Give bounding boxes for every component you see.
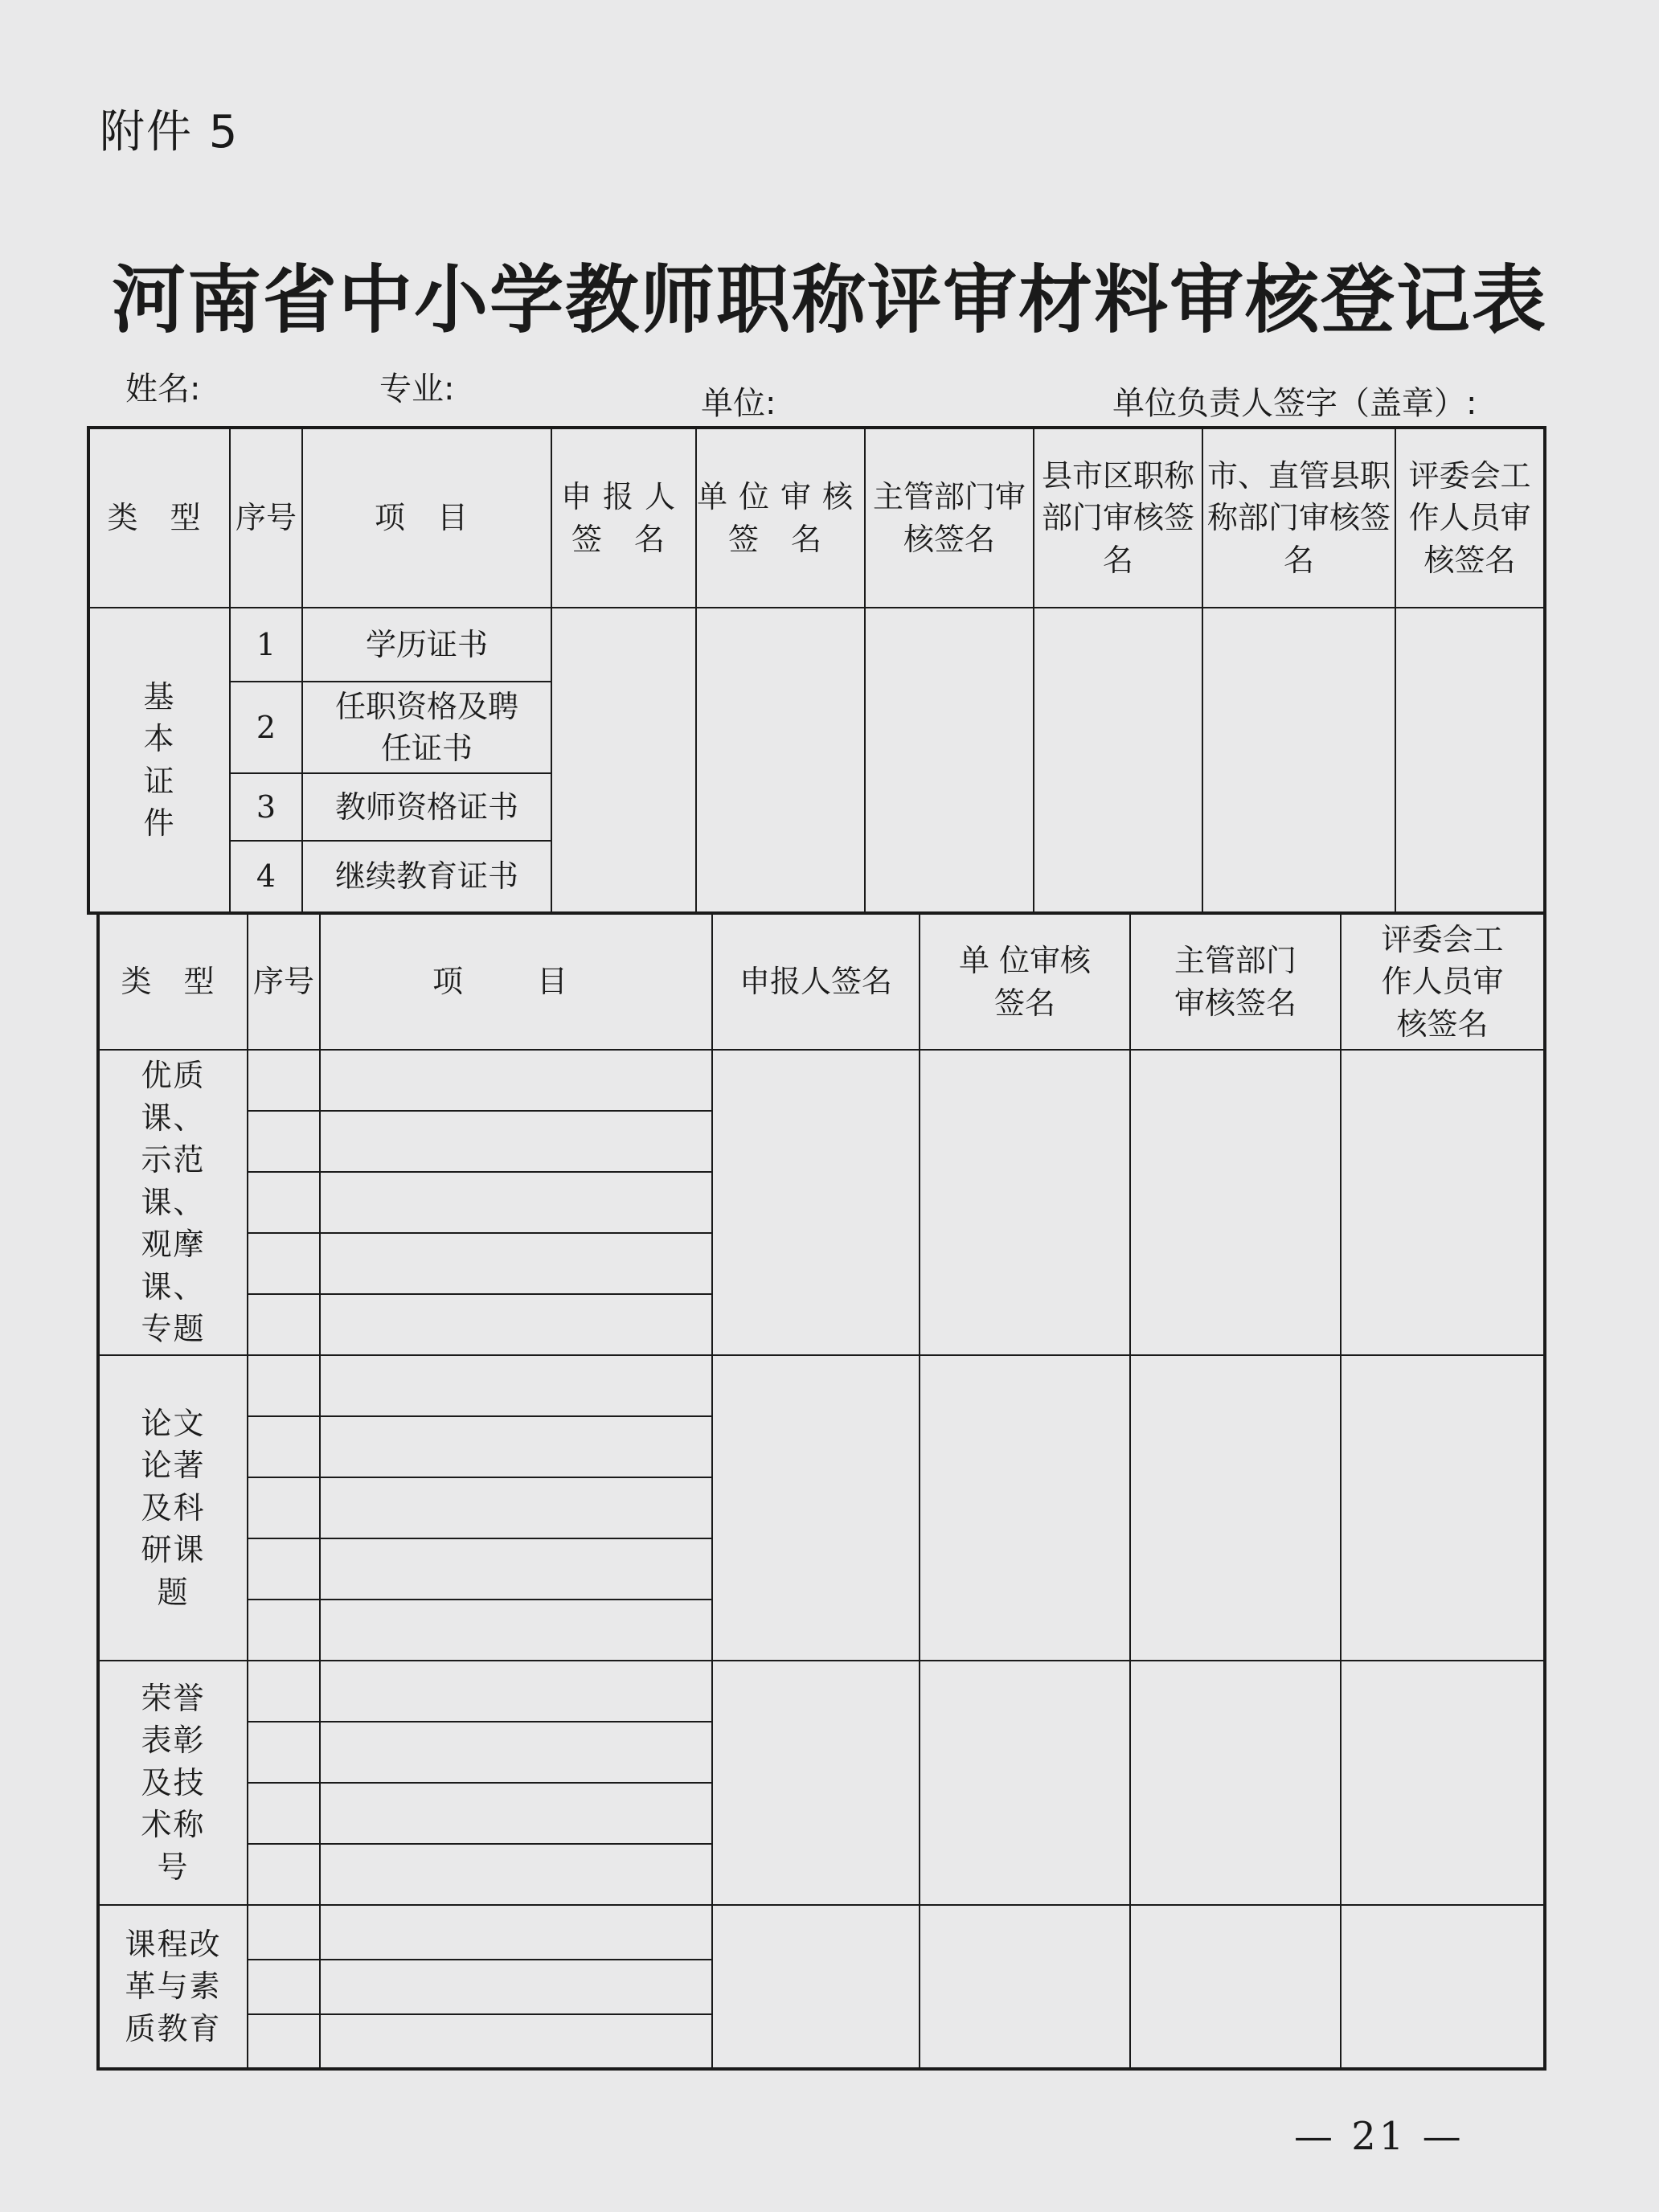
- header-city-review: 市、直管县职称部门审核签名: [1202, 428, 1395, 608]
- basic-certificates-table: [87, 426, 1546, 915]
- header-committee-review: 评委会工作人员审核签名: [1341, 913, 1545, 1050]
- city-review-cell[interactable]: [1202, 608, 1395, 913]
- dept-review-cell[interactable]: [1130, 1661, 1341, 1905]
- row-item[interactable]: [320, 1294, 712, 1355]
- row-seq: 4: [230, 841, 302, 913]
- row-item[interactable]: [320, 1233, 712, 1294]
- header-item: 项 目: [320, 913, 712, 1050]
- row-seq[interactable]: [248, 1960, 320, 2014]
- header-type: 类 型: [88, 428, 230, 608]
- committee-review-cell[interactable]: [1395, 608, 1545, 913]
- committee-review-cell[interactable]: [1341, 1661, 1545, 1905]
- group-basic-certificates: 基本证件: [88, 608, 230, 913]
- unit-review-cell[interactable]: [920, 1905, 1130, 2069]
- attachment-label: 附件 5: [100, 106, 240, 158]
- row-item[interactable]: [320, 1111, 712, 1172]
- major-field-label: 专业:: [379, 371, 455, 408]
- header-unit-review: 单位审核签 名: [696, 428, 865, 608]
- row-seq[interactable]: [248, 1416, 320, 1477]
- committee-review-cell[interactable]: [1341, 1355, 1545, 1661]
- row-item: 继续教育证书: [302, 841, 551, 913]
- unit-review-cell[interactable]: [696, 608, 865, 913]
- header-item: 项 目: [302, 428, 551, 608]
- applicant-signature-cell[interactable]: [712, 1050, 920, 1355]
- row-item: 教师资格证书: [302, 773, 551, 841]
- row-seq[interactable]: [248, 1233, 320, 1294]
- row-item[interactable]: [320, 1477, 712, 1538]
- header-committee-review: 评委会工作人员审核签名: [1395, 428, 1545, 608]
- row-seq[interactable]: [248, 1905, 320, 1960]
- achievements-table: [96, 911, 1546, 2071]
- header-dept-review: 主管部门审核签名: [865, 428, 1034, 608]
- applicant-signature-cell[interactable]: [712, 1905, 920, 2069]
- header-seq: 序号: [248, 913, 320, 1050]
- row-seq[interactable]: [248, 1783, 320, 1844]
- row-seq[interactable]: [248, 1538, 320, 1600]
- header-dept-review: 主管部门审核签名: [1130, 913, 1341, 1050]
- header-applicant-signature: 申报人签名: [712, 913, 920, 1050]
- row-item: 任职资格及聘任证书: [302, 682, 551, 773]
- row-seq[interactable]: [248, 1355, 320, 1416]
- row-item[interactable]: [320, 1722, 712, 1783]
- group-honors-titles: 荣誉表彰及技术称号: [98, 1661, 248, 1905]
- row-item: 学历证书: [302, 608, 551, 682]
- dept-review-cell[interactable]: [865, 608, 1034, 913]
- header-seq: 序号: [230, 428, 302, 608]
- group-papers-research: 论文论著及科研课题: [98, 1355, 248, 1661]
- unit-review-cell[interactable]: [920, 1050, 1130, 1355]
- row-seq[interactable]: [248, 1172, 320, 1233]
- unit-review-cell[interactable]: [920, 1355, 1130, 1661]
- name-field-label: 姓名:: [125, 371, 201, 408]
- applicant-signature-cell[interactable]: [712, 1661, 920, 1905]
- group-quality-lessons: 优质课、示范课、观摩课、专题: [98, 1050, 248, 1355]
- row-item[interactable]: [320, 1783, 712, 1844]
- unit-review-cell[interactable]: [920, 1661, 1130, 1905]
- row-seq[interactable]: [248, 1477, 320, 1538]
- row-item[interactable]: [320, 2014, 712, 2069]
- row-seq[interactable]: [248, 1661, 320, 1722]
- dept-review-cell[interactable]: [1130, 1355, 1341, 1661]
- row-item[interactable]: [320, 1905, 712, 1960]
- header-unit-review: 单 位审核签名: [920, 913, 1130, 1050]
- page-number: — 21 —: [1294, 2114, 1464, 2159]
- row-item[interactable]: [320, 1844, 712, 1905]
- row-seq[interactable]: [248, 1722, 320, 1783]
- row-item[interactable]: [320, 1355, 712, 1416]
- row-item[interactable]: [320, 1538, 712, 1600]
- header-type: 类 型: [98, 913, 248, 1050]
- row-seq: 3: [230, 773, 302, 841]
- row-item[interactable]: [320, 1172, 712, 1233]
- row-seq[interactable]: [248, 2014, 320, 2069]
- row-seq: 2: [230, 682, 302, 773]
- row-seq[interactable]: [248, 1294, 320, 1355]
- row-seq: 1: [230, 608, 302, 682]
- county-review-cell[interactable]: [1034, 608, 1202, 913]
- row-seq[interactable]: [248, 1111, 320, 1172]
- header-applicant-signature: 申报人签 名: [551, 428, 696, 608]
- committee-review-cell[interactable]: [1341, 1905, 1545, 2069]
- row-item[interactable]: [320, 1960, 712, 2014]
- header-county-review: 县市区职称部门审核签名: [1034, 428, 1202, 608]
- committee-review-cell[interactable]: [1341, 1050, 1545, 1355]
- dept-review-cell[interactable]: [1130, 1050, 1341, 1355]
- page-title: 河南省中小学教师职称评审材料审核登记表: [111, 257, 1547, 343]
- applicant-signature-cell[interactable]: [551, 608, 696, 913]
- group-curriculum-reform: 课程改革与素质教育: [98, 1905, 248, 2069]
- leader-signature-label: 单位负责人签字（盖章）:: [1112, 385, 1477, 422]
- row-seq[interactable]: [248, 1050, 320, 1111]
- row-item[interactable]: [320, 1661, 712, 1722]
- row-item[interactable]: [320, 1416, 712, 1477]
- row-seq[interactable]: [248, 1600, 320, 1661]
- row-item[interactable]: [320, 1050, 712, 1111]
- dept-review-cell[interactable]: [1130, 1905, 1341, 2069]
- row-seq[interactable]: [248, 1844, 320, 1905]
- unit-field-label: 单位:: [701, 385, 776, 422]
- applicant-signature-cell[interactable]: [712, 1355, 920, 1661]
- row-item[interactable]: [320, 1600, 712, 1661]
